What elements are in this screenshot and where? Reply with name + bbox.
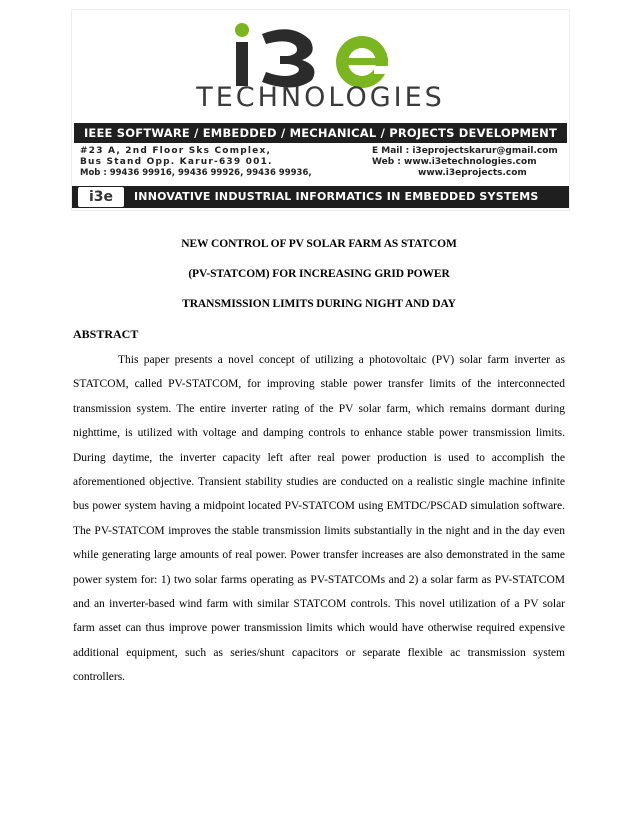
- paper-title-line-2: (PV-STATCOM) FOR INCREASING GRID POWER: [188, 268, 450, 280]
- logo-area: [72, 10, 569, 122]
- services-band: IEEE SOFTWARE / EMBEDDED / MECHANICAL / PROJECTS DEVELOPMENT: [74, 123, 567, 143]
- address-line-1: #23 A, 2nd Floor Sks Complex,: [80, 146, 272, 156]
- i3e-logo-icon: [222, 20, 412, 90]
- address-line-2: Bus Stand Opp. Karur-639 001.: [80, 157, 273, 167]
- abstract-text: This paper presents a novel concept of utilizing a photovoltaic (PV) solar farm inverter as STATCOM, called PV-STATCOM, for improving stable power transfer limits of the interconnected transmission system. The entire inverter rating of the PV solar farm, which remains dormant during nighttime, is utilized with voltage and damping controls to enhance stable power transmission limits. During daytime, the inverter capacity left after real power production is used to accomplish the aforementioned objective. Transient stability studies are conducted on a realistic single machine infinite bus power system having a midpoint located PV-STATCOM using EMTDC/PSCAD simulation software. The PV-STATCOM improves the stable transmission limits substantially in the night and in the day even while generating large amounts of real power. Power transfer increases are also demonstrated in the same power system for: 1) two solar farms operating as PV-STATCOMs and 2) a solar farm as PV-STATCOM and an inverter-based wind farm with similar STATCOM controls. This novel utilization of a PV solar farm asset can thus improve power transmission limits which would have otherwise required expensive additional equipment, such as series/shunt capacitors or separate flexible ac transmission system controllers.: [73, 354, 565, 684]
- company-name: TECHNOLOGIES: [196, 82, 445, 113]
- company-banner: [72, 10, 569, 210]
- tagline-text: INNOVATIVE INDUSTRIAL INFORMATICS IN EMBEDDED SYSTEMS: [134, 190, 539, 203]
- abstract-heading: ABSTRACT: [73, 327, 139, 341]
- address-block: [80, 146, 350, 179]
- website-2: www.i3eprojects.com: [418, 168, 527, 178]
- email-address: E Mail : i3eprojectskarur@gmail.com: [372, 146, 558, 156]
- mobile-numbers: Mob : 99436 99916, 99436 99926, 99436 99936,: [80, 168, 312, 178]
- paper-title-line-3: TRANSMISSION LIMITS DURING NIGHT AND DAY: [182, 298, 456, 310]
- website-1: Web : www.i3etechnologies.com: [372, 157, 537, 167]
- mini-logo: i3e: [78, 187, 124, 207]
- paper-title-line-1: NEW CONTROL OF PV SOLAR FARM AS STATCOM: [181, 238, 457, 250]
- tagline-band: [72, 186, 569, 208]
- contact-block: [372, 146, 567, 179]
